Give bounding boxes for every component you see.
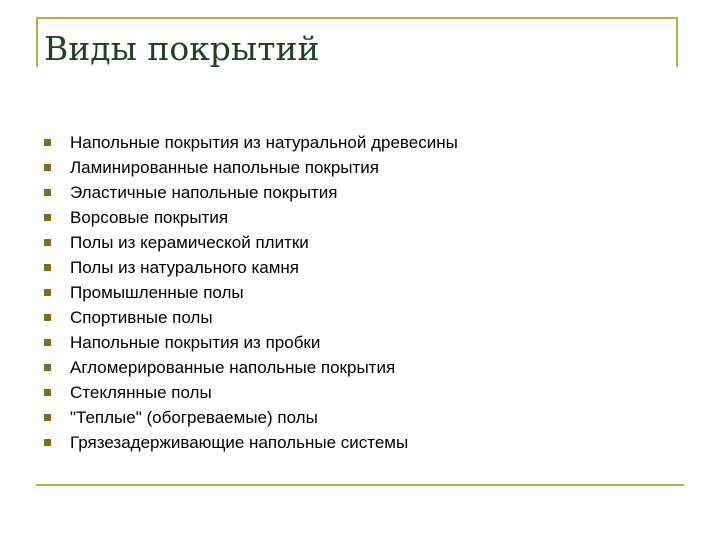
square-bullet-icon	[44, 414, 51, 421]
list-item	[44, 355, 458, 380]
list-item	[44, 305, 458, 330]
list-item-text: Промышленные полы	[70, 283, 244, 302]
frame-top-line	[36, 17, 678, 19]
list-item	[44, 180, 458, 205]
frame-left-line	[36, 17, 38, 67]
frame-right-line	[676, 17, 678, 67]
list-item	[44, 380, 458, 405]
square-bullet-icon	[44, 439, 51, 446]
list-item-text: Ворсовые покрытия	[70, 208, 229, 227]
list-item-text: Напольные покрытия из пробки	[70, 333, 321, 352]
slide-title: Виды покрытий	[44, 29, 320, 68]
square-bullet-icon	[44, 164, 51, 171]
list-item	[44, 230, 458, 255]
square-bullet-icon	[44, 364, 51, 371]
list-item	[44, 280, 458, 305]
square-bullet-icon	[44, 189, 51, 196]
list-item	[44, 330, 458, 355]
list-item-text: "Теплые" (обогреваемые) полы	[70, 408, 318, 427]
list-item	[44, 255, 458, 280]
bullet-list	[44, 130, 458, 455]
square-bullet-icon	[44, 139, 51, 146]
list-item	[44, 430, 458, 455]
list-item-text: Грязезадерживающие напольные системы	[70, 433, 409, 452]
square-bullet-icon	[44, 214, 51, 221]
list-item	[44, 130, 458, 155]
square-bullet-icon	[44, 289, 51, 296]
list-item	[44, 155, 458, 180]
list-item-text: Полы из керамической плитки	[70, 233, 309, 252]
list-item-text: Агломерированные напольные покрытия	[70, 358, 396, 377]
frame-bottom-line	[36, 484, 684, 486]
list-item-text: Спортивные полы	[70, 308, 213, 327]
list-item	[44, 405, 458, 430]
square-bullet-icon	[44, 339, 51, 346]
list-item-text: Эластичные напольные покрытия	[70, 183, 338, 202]
list-item-text: Ламинированные напольные покрытия	[70, 158, 380, 177]
square-bullet-icon	[44, 314, 51, 321]
square-bullet-icon	[44, 239, 51, 246]
list-item-text: Стеклянные полы	[70, 383, 212, 402]
list-item-text: Напольные покрытия из натуральной древесины	[70, 133, 458, 152]
square-bullet-icon	[44, 389, 51, 396]
square-bullet-icon	[44, 264, 51, 271]
list-item-text: Полы из натурального камня	[70, 258, 300, 277]
list-item	[44, 205, 458, 230]
